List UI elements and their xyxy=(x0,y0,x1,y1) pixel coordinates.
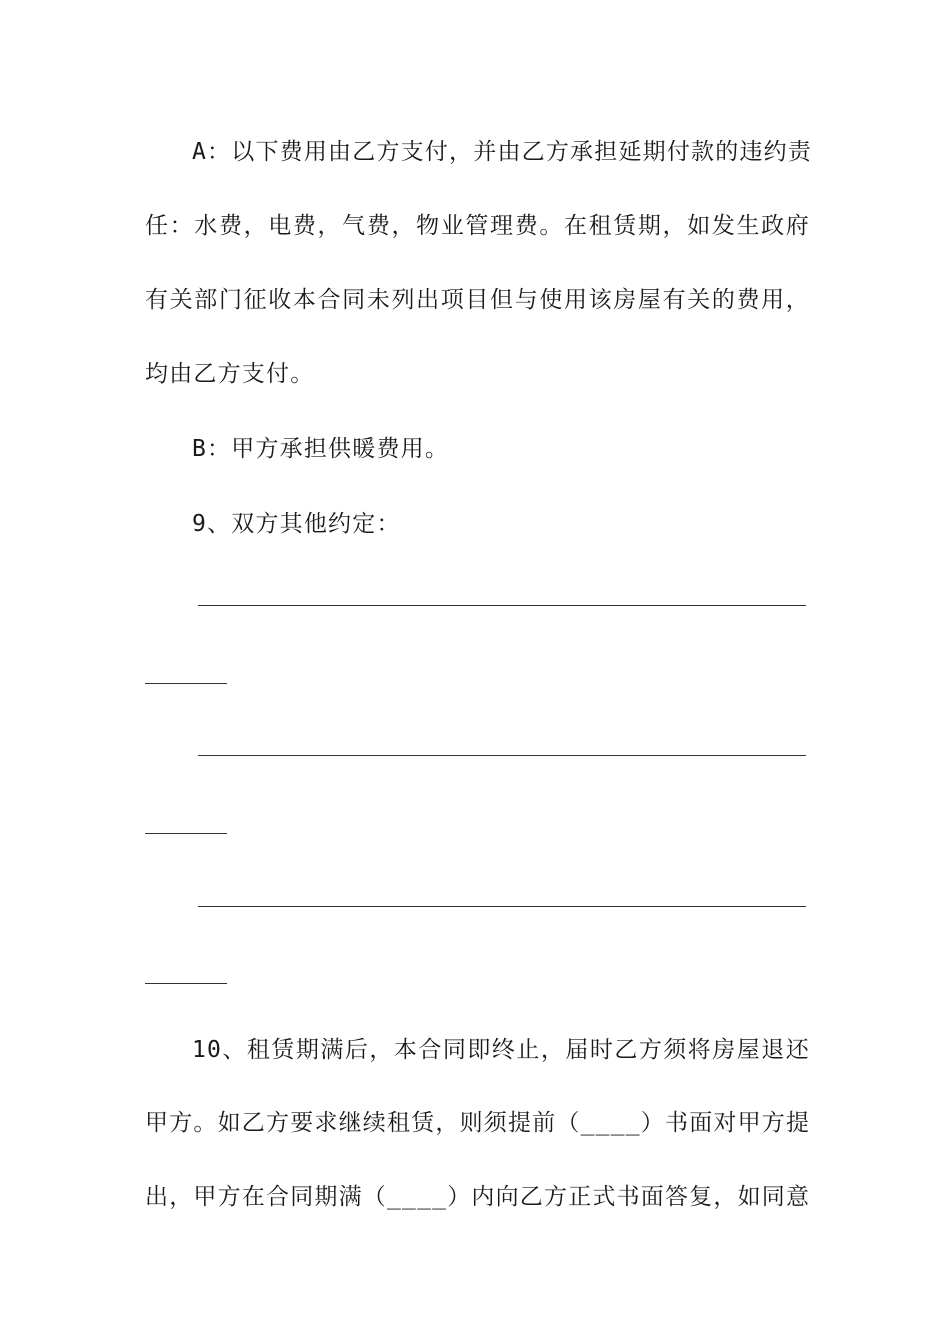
blank-line-1 xyxy=(198,605,806,606)
paragraph-b: B：甲方承担供暖费用。 xyxy=(192,436,450,462)
item-9-heading: 9、双方其他约定： xyxy=(192,511,401,537)
blank-line-1-cont xyxy=(145,683,227,684)
blank-line-2-cont xyxy=(145,833,227,834)
paragraph-a-line-3: 有关部门征收本合同未列出项目但与使用该房屋有关的费用， xyxy=(145,287,810,313)
paragraph-a-line-2: 任：水费，电费，气费，物业管理费。在租赁期，如发生政府 xyxy=(145,213,810,239)
item-10-line-1: 10、租赁期满后，本合同即终止，届时乙方须将房屋退还 xyxy=(192,1037,810,1063)
item-10-line-3: 出，甲方在合同期满（____）内向乙方正式书面答复，如同意 xyxy=(145,1184,811,1210)
item-10-line-2: 甲方。如乙方要求继续租赁，则须提前（____）书面对甲方提 xyxy=(145,1110,811,1136)
blank-line-3 xyxy=(198,906,806,907)
paragraph-a-line-4: 均由乙方支付。 xyxy=(145,361,315,387)
blank-line-2 xyxy=(198,755,806,756)
blank-line-3-cont xyxy=(145,983,227,984)
paragraph-a-line-1: A：以下费用由乙方支付，并由乙方承担延期付款的违约责 xyxy=(192,139,813,165)
